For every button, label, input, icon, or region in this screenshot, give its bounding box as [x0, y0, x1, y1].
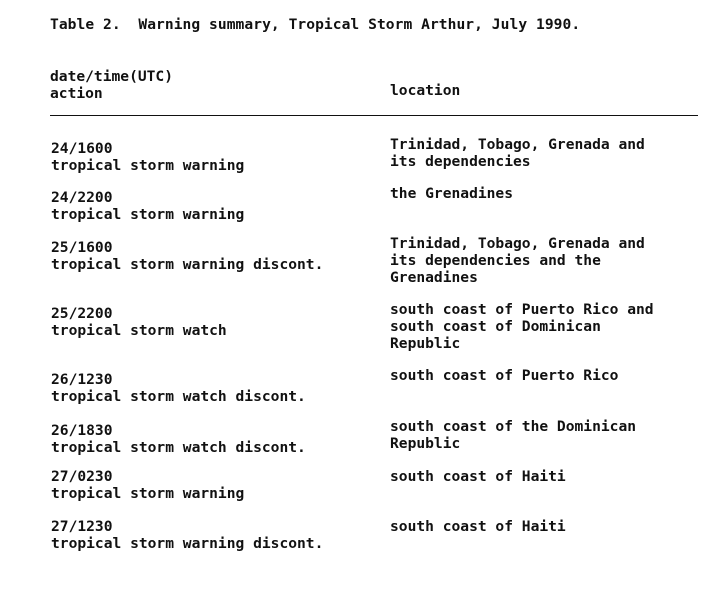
- row-date-action: [51, 189, 244, 223]
- row-location: [390, 136, 645, 170]
- row-datetime: 26/1230: [51, 371, 113, 388]
- row-location-line: Republic: [390, 435, 461, 452]
- row-date-action: [51, 422, 306, 456]
- row-location-line: south coast of Puerto Rico and: [390, 301, 654, 318]
- row-location: [390, 518, 566, 535]
- row-date-action: [51, 371, 306, 405]
- header-action: action: [50, 85, 103, 102]
- row-date-action: [51, 305, 227, 339]
- row-action: tropical storm warning discont.: [51, 256, 324, 273]
- row-location: [390, 301, 654, 352]
- row-action: tropical storm watch discont.: [51, 388, 306, 405]
- row-location-line: the Grenadines: [390, 185, 514, 202]
- row-location-line: Trinidad, Tobago, Grenada and: [390, 136, 645, 153]
- row-location-line: Republic: [390, 335, 461, 352]
- row-action: tropical storm watch: [51, 322, 227, 339]
- row-datetime: 24/2200: [51, 189, 113, 206]
- row-location-line: Trinidad, Tobago, Grenada and: [390, 235, 645, 252]
- row-location: [390, 185, 513, 202]
- row-datetime: 24/1600: [51, 140, 113, 157]
- row-location: [390, 367, 618, 384]
- row-location-line: Grenadines: [390, 269, 478, 286]
- table-title: Table 2. Warning summary, Tropical Storm Arthur, July 1990.: [50, 16, 581, 33]
- row-date-action: [51, 518, 323, 552]
- row-location-line: south coast of Puerto Rico: [390, 367, 619, 384]
- row-datetime: 27/0230: [51, 468, 113, 485]
- row-datetime: 27/1230: [51, 518, 113, 535]
- row-action: tropical storm warning: [51, 485, 245, 502]
- header-date-time: date/time(UTC): [50, 68, 174, 85]
- row-action: tropical storm warning discont.: [51, 535, 324, 552]
- row-action: tropical storm warning: [51, 157, 245, 174]
- row-date-action: [51, 140, 244, 174]
- row-location-line: its dependencies and the: [390, 252, 601, 269]
- row-date-action: [51, 239, 323, 273]
- row-location: [390, 418, 636, 452]
- row-location-line: south coast of Dominican: [390, 318, 601, 335]
- row-datetime: 25/2200: [51, 305, 113, 322]
- row-location: [390, 235, 645, 286]
- row-location-line: its dependencies: [390, 153, 531, 170]
- row-location-line: south coast of Haiti: [390, 518, 566, 535]
- row-location-line: south coast of Haiti: [390, 468, 566, 485]
- row-location-line: south coast of the Dominican: [390, 418, 637, 435]
- row-location: [390, 468, 566, 485]
- header-location: location: [390, 82, 461, 99]
- row-datetime: 25/1600: [51, 239, 113, 256]
- row-action: tropical storm warning: [51, 206, 245, 223]
- row-date-action: [51, 468, 244, 502]
- row-datetime: 26/1830: [51, 422, 113, 439]
- row-action: tropical storm watch discont.: [51, 439, 306, 456]
